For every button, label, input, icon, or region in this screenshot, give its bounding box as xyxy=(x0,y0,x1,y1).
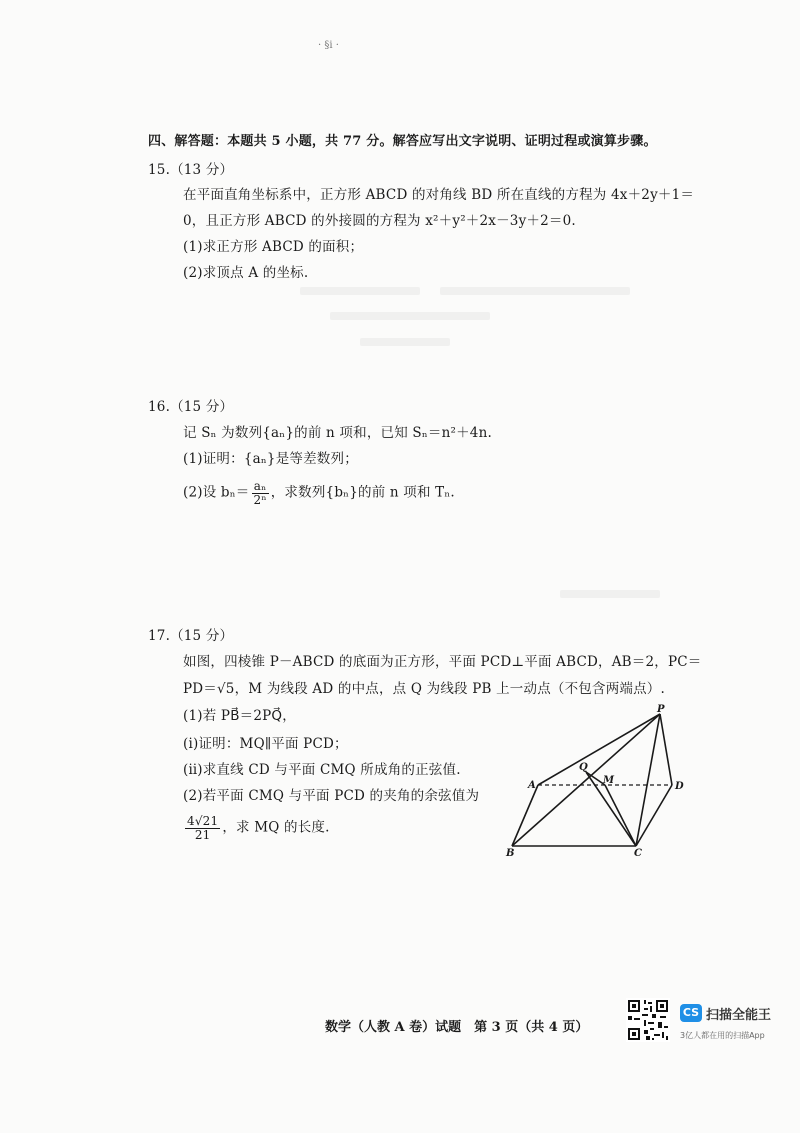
edge-pa xyxy=(538,714,660,785)
q16-text-line1: 记 Sₙ 为数列{aₙ}的前 n 项和，已知 Sₙ＝n²＋4n. xyxy=(183,425,492,441)
label-q: Q xyxy=(579,762,588,773)
q17-part2-cont xyxy=(183,815,330,841)
q17-text-line1: 如图，四棱锥 P－ABCD 的底面为正方形，平面 PCD⊥平面 ABCD，AB＝2，PC＝ xyxy=(183,654,702,670)
camscanner-name: 扫描全能王 xyxy=(706,1008,772,1023)
label-d: D xyxy=(675,781,684,792)
qr-code-icon xyxy=(626,998,670,1042)
q17-fraction-numerator: 4√21 xyxy=(187,814,219,828)
q16-part1: (1)证明：{aₙ}是等差数列； xyxy=(183,451,358,467)
segment-mc xyxy=(605,785,636,846)
q15-text-line1: 在平面直角坐标系中，正方形 ABCD 的对角线 BD 所在直线的方程为 4x＋2y＋1＝ xyxy=(183,187,695,203)
q16-fraction-numerator: aₙ xyxy=(252,480,269,494)
section-title: 四、解答题：本题共 5 小题，共 77 分。解答应写出文字说明、证明过程或演算步骤。 xyxy=(148,134,657,149)
q17-part1-i: (ⅰ)证明：MQ∥平面 PCD； xyxy=(183,736,348,752)
q17-part1: (1)若 PB⃗＝2PQ⃗， xyxy=(183,708,296,724)
q15-part1: (1)求正方形 ABCD 的面积； xyxy=(183,239,364,255)
edge-pd xyxy=(660,714,672,785)
page-footer: 数学（人教 A 卷）试题 第 3 页（共 4 页） xyxy=(325,1020,589,1035)
edge-ab xyxy=(512,785,538,846)
camscanner-tagline: 3亿人都在用的扫描App xyxy=(680,1031,765,1040)
q16-fraction-denominator: 2ⁿ xyxy=(253,492,267,507)
q17-fraction-denominator: 21 xyxy=(194,827,211,842)
label-b: B xyxy=(506,848,515,859)
q16-part2-prefix: (2)设 bₙ＝ xyxy=(183,484,250,501)
q17-part1-ii: (ⅱ)求直线 CD 与平面 CMQ 所成角的正弦值. xyxy=(183,762,461,778)
q17-part2-suffix: ，求 MQ 的长度. xyxy=(222,819,330,836)
header-mark: · §i · xyxy=(318,40,339,51)
q16-number: 16.（15 分） xyxy=(148,399,234,415)
q16-part2-suffix: ，求数列{bₙ}的前 n 项和 Tₙ. xyxy=(270,484,455,501)
q15-text-line2: 0，且正方形 ABCD 的外接圆的方程为 x²＋y²＋2x－3y＋2＝0. xyxy=(183,213,576,229)
bleed-through-mark xyxy=(300,287,420,295)
label-c: C xyxy=(634,848,642,859)
pyramid-figure xyxy=(500,700,700,860)
bleed-through-mark xyxy=(330,312,490,320)
bleed-through-mark xyxy=(440,287,630,295)
q16-part2 xyxy=(183,480,455,506)
q17-fraction xyxy=(185,815,220,841)
q17-text-line2: PD＝√5，M 为线段 AD 的中点，点 Q 为线段 PB 上一动点（不包含两端点）. xyxy=(183,681,665,697)
q16-fraction xyxy=(252,480,269,506)
bleed-through-mark xyxy=(560,590,660,598)
bleed-through-mark xyxy=(360,338,450,346)
q17-part2: (2)若平面 CMQ 与平面 PCD 的夹角的余弦值为 xyxy=(183,788,480,804)
label-m: M xyxy=(603,775,615,786)
q15-number: 15.（13 分） xyxy=(148,162,234,178)
q17-number: 17.（15 分） xyxy=(148,628,234,644)
camscanner-logo-icon: CS xyxy=(680,1004,702,1022)
label-p: P xyxy=(657,704,665,715)
q15-part2: (2)求顶点 A 的坐标. xyxy=(183,265,309,281)
label-a: A xyxy=(528,780,536,791)
